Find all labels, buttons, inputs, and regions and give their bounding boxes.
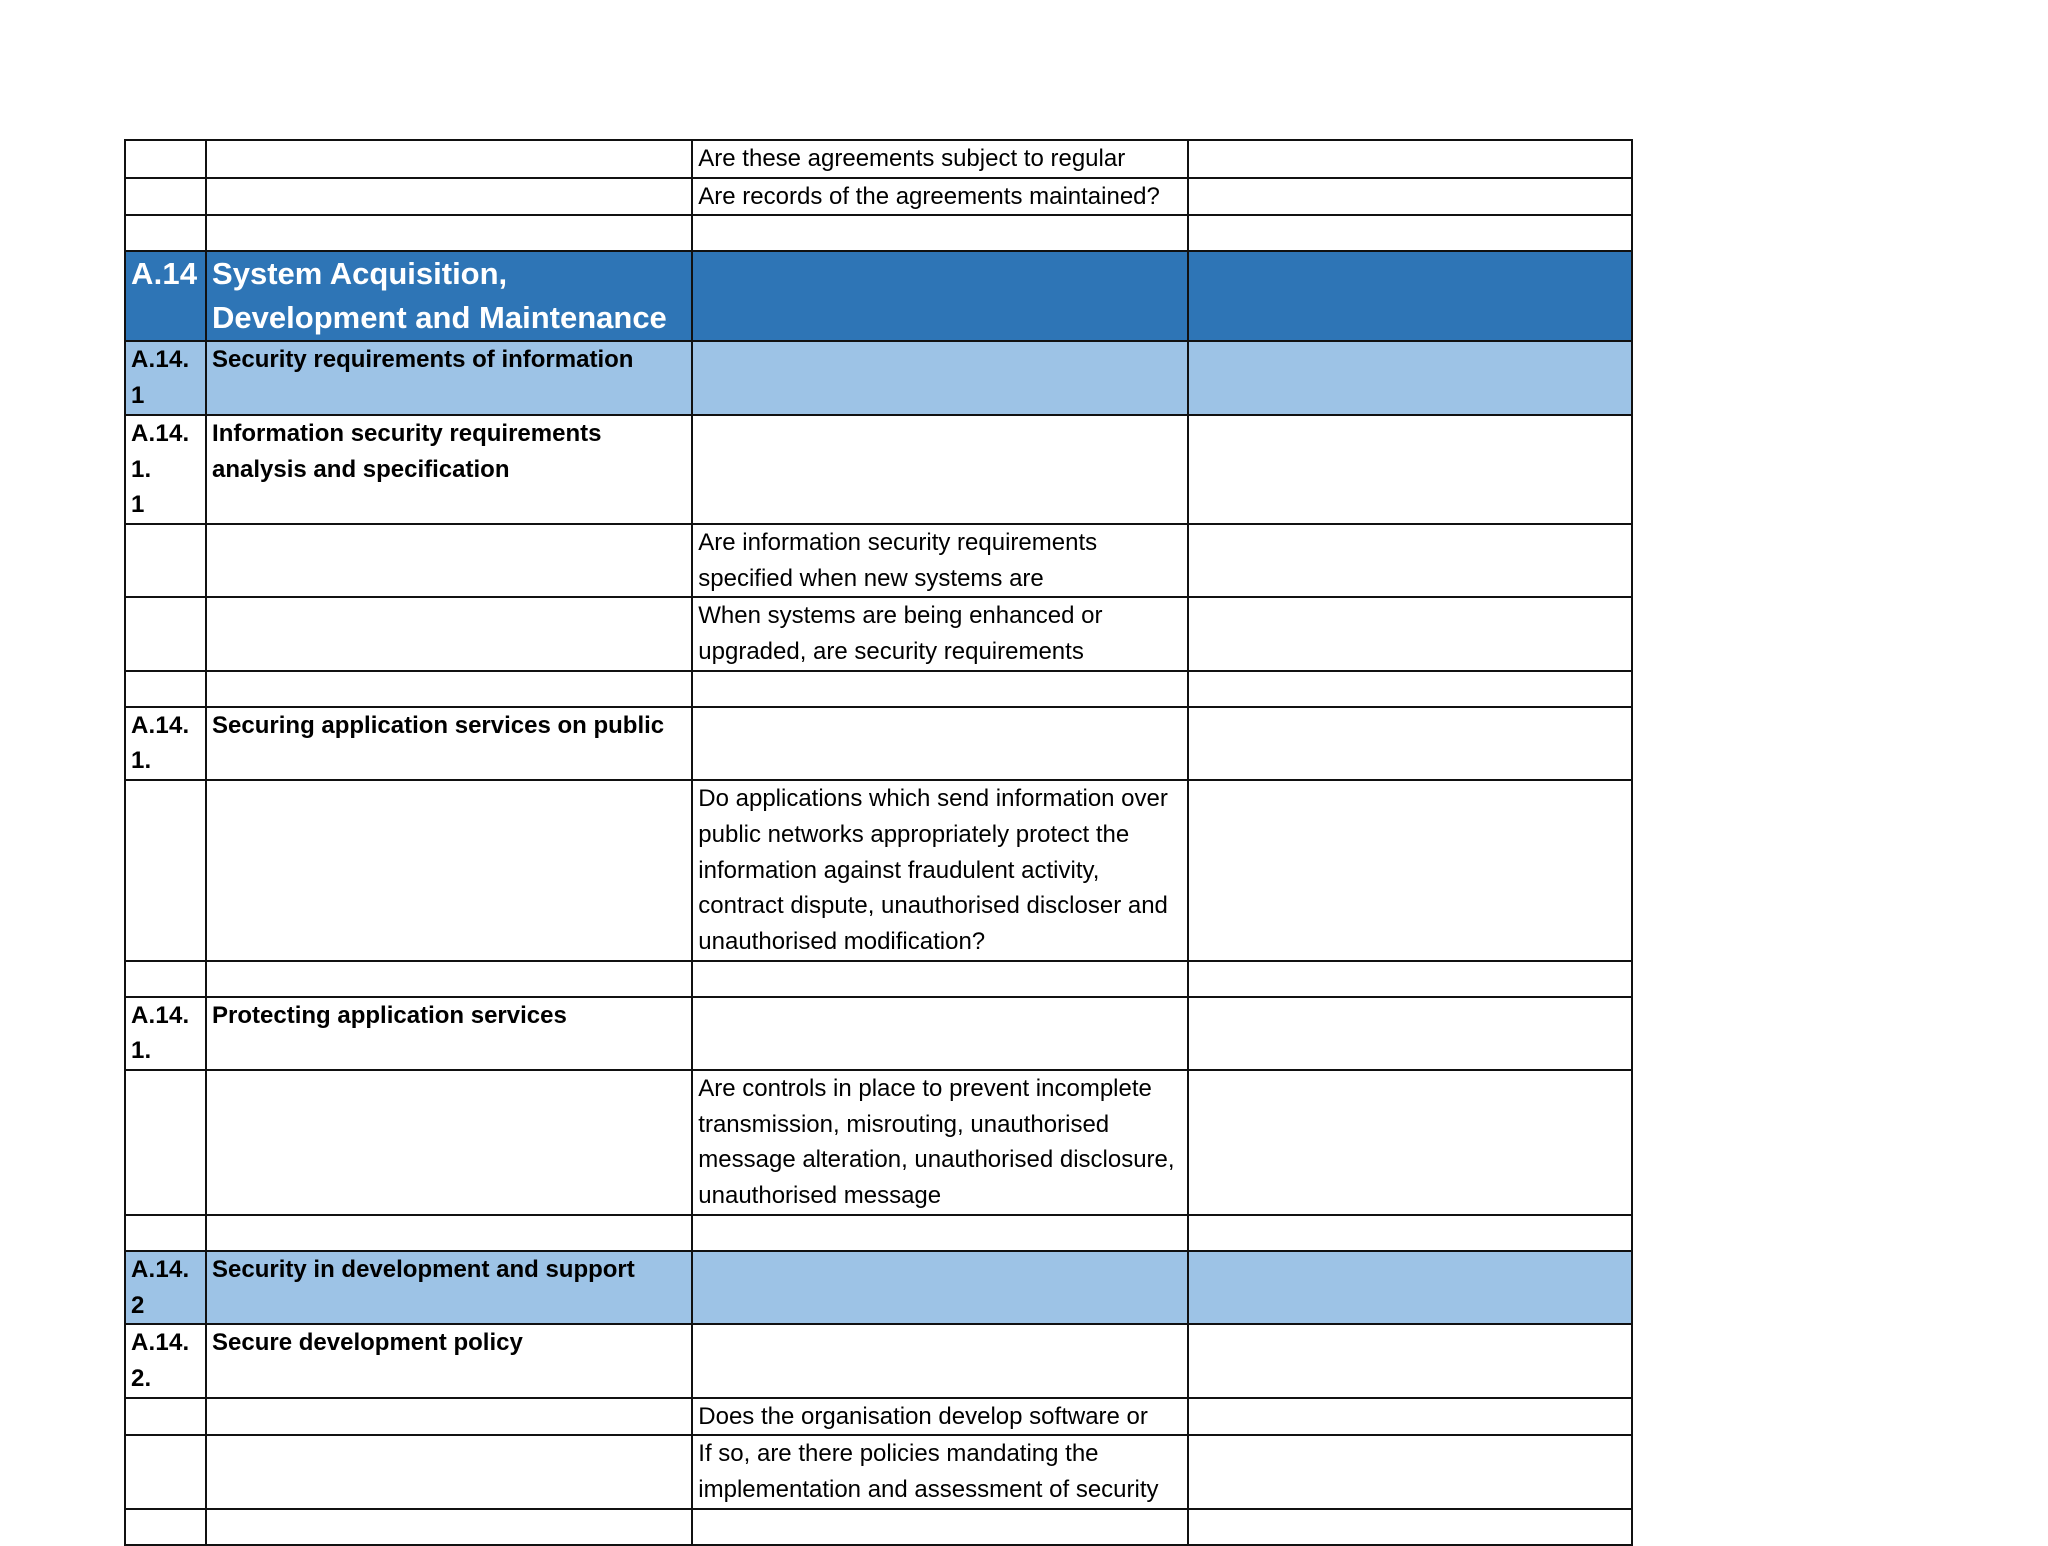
answer-cell[interactable]	[1188, 1251, 1632, 1324]
blank-row	[125, 215, 1632, 251]
answer-cell[interactable]	[1188, 997, 1632, 1070]
question-cell	[692, 415, 1187, 524]
control-code-cell	[125, 1215, 206, 1251]
answer-cell[interactable]	[1188, 1435, 1632, 1508]
subsection-code: A.14.2	[125, 1251, 206, 1324]
subsection-header-row	[125, 1251, 1632, 1324]
question-cell: Does the organisation develop software or	[692, 1398, 1187, 1436]
question-cell	[692, 997, 1187, 1070]
blank-row	[125, 671, 1632, 707]
control-title-cell	[206, 671, 692, 707]
control-title-cell	[206, 961, 692, 997]
answer-cell[interactable]	[1188, 1070, 1632, 1215]
control-title-cell	[206, 1215, 692, 1251]
control-title: Securing application services on public	[206, 707, 692, 780]
question-row	[125, 1435, 1632, 1508]
answer-cell[interactable]	[1188, 178, 1632, 216]
control-code-cell	[125, 140, 206, 178]
question-cell: Are records of the agreements maintained?	[692, 178, 1187, 216]
control-row	[125, 415, 1632, 524]
control-title: Information security requirements analysis and specification	[206, 415, 692, 524]
question-cell: Are these agreements subject to regular	[692, 140, 1187, 178]
control-title-cell	[206, 140, 692, 178]
answer-cell[interactable]	[1188, 140, 1632, 178]
control-title-cell	[206, 524, 692, 597]
question-cell: Are controls in place to prevent incomplete transmission, misrouting, unauthorised message alteration, unauthorised disclosure, unauthorised message	[692, 1070, 1187, 1215]
control-code-cell	[125, 671, 206, 707]
control-title-cell	[206, 215, 692, 251]
control-row	[125, 707, 1632, 780]
answer-cell[interactable]	[1188, 251, 1632, 341]
question-row	[125, 597, 1632, 670]
control-code: A.14.1.	[125, 997, 206, 1070]
question-cell	[692, 1215, 1187, 1251]
control-title: Secure development policy	[206, 1324, 692, 1397]
question-cell	[692, 1251, 1187, 1324]
question-cell: Are information security requirements specified when new systems are	[692, 524, 1187, 597]
control-code: A.14.1. 1	[125, 415, 206, 524]
control-row	[125, 1324, 1632, 1397]
control-title-cell	[206, 178, 692, 216]
control-code-cell	[125, 1070, 206, 1215]
question-cell	[692, 1509, 1187, 1545]
control-code-cell	[125, 780, 206, 961]
control-code-cell	[125, 1509, 206, 1545]
question-cell	[692, 1324, 1187, 1397]
control-title-cell	[206, 780, 692, 961]
question-cell	[692, 961, 1187, 997]
control-code-cell	[125, 597, 206, 670]
blank-row	[125, 1215, 1632, 1251]
question-row	[125, 1070, 1632, 1215]
control-row	[125, 997, 1632, 1070]
answer-cell[interactable]	[1188, 341, 1632, 414]
answer-cell[interactable]	[1188, 707, 1632, 780]
subsection-title: Security requirements of information	[206, 341, 692, 414]
answer-cell[interactable]	[1188, 1398, 1632, 1436]
answer-cell[interactable]	[1188, 415, 1632, 524]
subsection-code: A.14.1	[125, 341, 206, 414]
question-row	[125, 524, 1632, 597]
answer-cell[interactable]	[1188, 780, 1632, 961]
answer-cell[interactable]	[1188, 961, 1632, 997]
answer-cell[interactable]	[1188, 1509, 1632, 1545]
question-cell: If so, are there policies mandating the implementation and assessment of security	[692, 1435, 1187, 1508]
subsection-header-row	[125, 341, 1632, 414]
question-cell	[692, 707, 1187, 780]
section-header-row	[125, 251, 1632, 341]
question-cell	[692, 215, 1187, 251]
audit-checklist-table	[124, 139, 1633, 1546]
control-code-cell	[125, 1435, 206, 1508]
control-code-cell	[125, 215, 206, 251]
answer-cell[interactable]	[1188, 671, 1632, 707]
section-code: A.14	[125, 251, 206, 341]
question-row	[125, 1398, 1632, 1436]
answer-cell[interactable]	[1188, 1215, 1632, 1251]
question-row	[125, 178, 1632, 216]
answer-cell[interactable]	[1188, 524, 1632, 597]
control-code-cell	[125, 178, 206, 216]
question-cell	[692, 341, 1187, 414]
control-title-cell	[206, 1435, 692, 1508]
question-cell	[692, 671, 1187, 707]
blank-row	[125, 961, 1632, 997]
control-code: A.14.2.	[125, 1324, 206, 1397]
control-title: Protecting application services	[206, 997, 692, 1070]
question-cell	[692, 251, 1187, 341]
question-row	[125, 780, 1632, 961]
blank-row	[125, 1509, 1632, 1545]
control-title-cell	[206, 597, 692, 670]
control-title-cell	[206, 1070, 692, 1215]
control-code-cell	[125, 524, 206, 597]
answer-cell[interactable]	[1188, 215, 1632, 251]
section-title: System Acquisition, Development and Maintenance	[206, 251, 692, 341]
answer-cell[interactable]	[1188, 597, 1632, 670]
control-code: A.14.1.	[125, 707, 206, 780]
question-cell: When systems are being enhanced or upgraded, are security requirements	[692, 597, 1187, 670]
question-row	[125, 140, 1632, 178]
answer-cell[interactable]	[1188, 1324, 1632, 1397]
control-title-cell	[206, 1509, 692, 1545]
control-title-cell	[206, 1398, 692, 1436]
control-code-cell	[125, 1398, 206, 1436]
control-code-cell	[125, 961, 206, 997]
question-cell: Do applications which send information over public networks appropriately protect the information against fraudulent activity, contract dispute, unauthorised discloser and unauthorised modification?	[692, 780, 1187, 961]
subsection-title: Security in development and support	[206, 1251, 692, 1324]
